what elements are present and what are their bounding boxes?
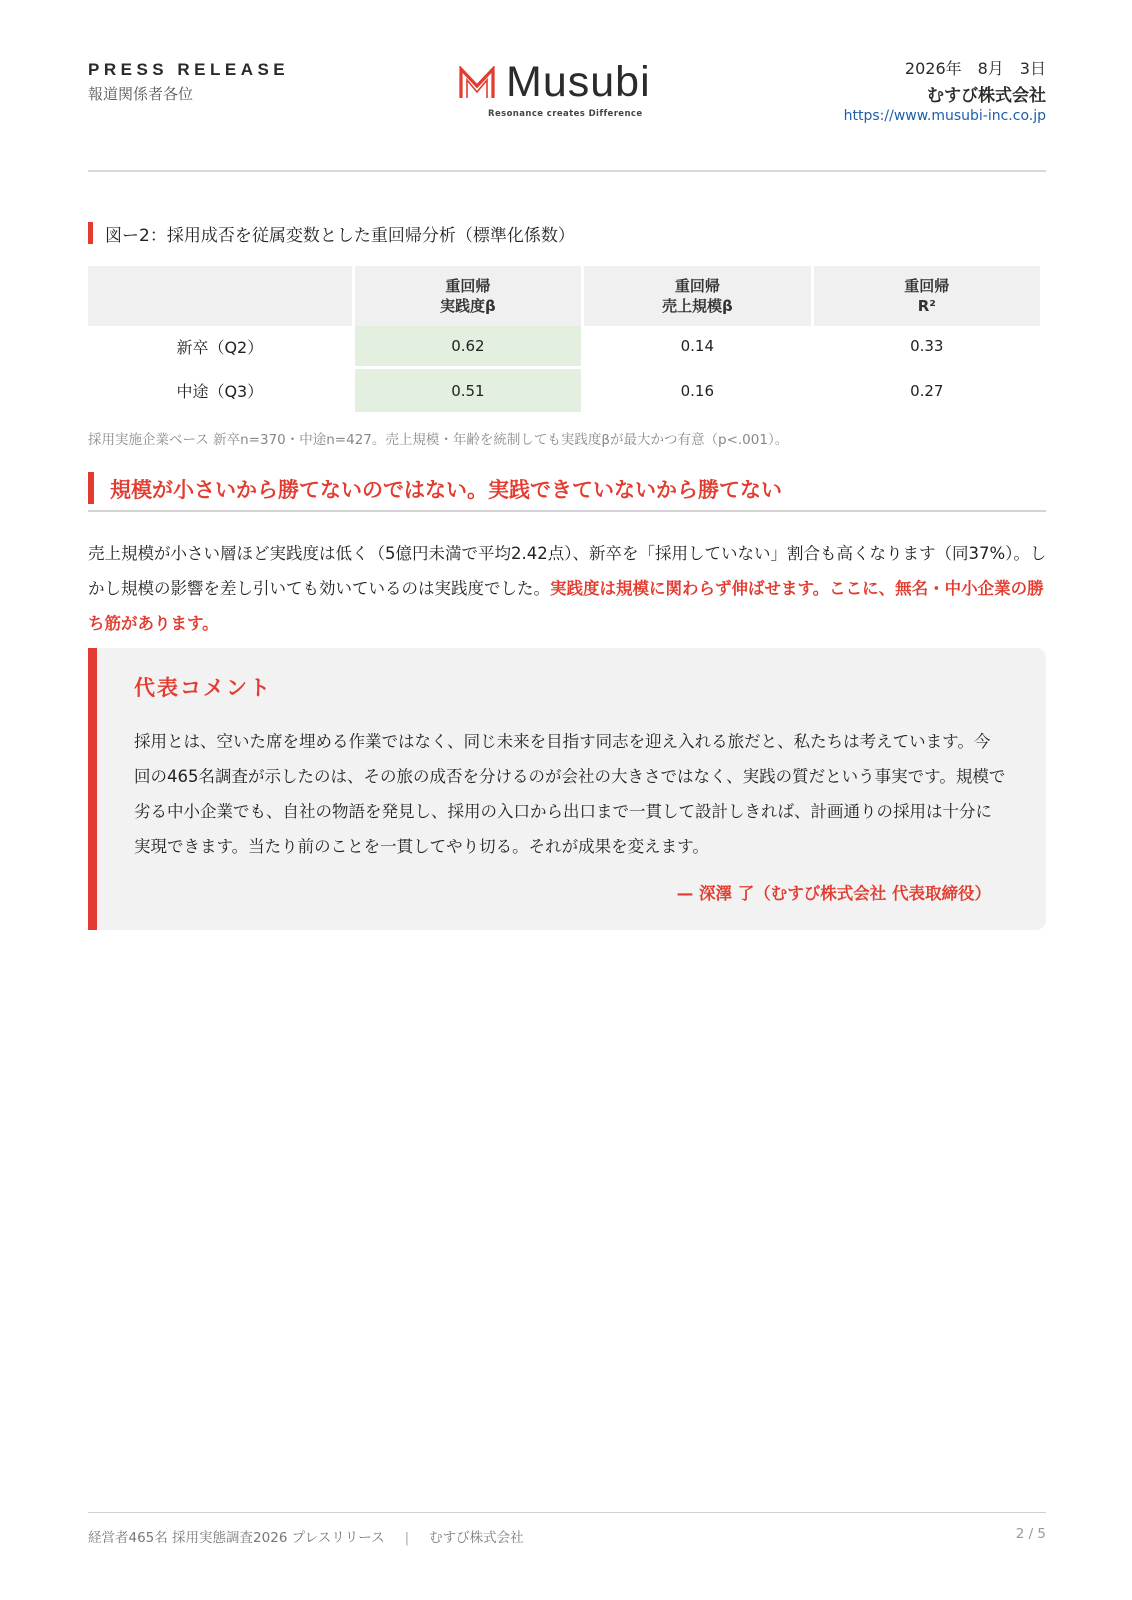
footer-separator: | (404, 1530, 410, 1546)
comment-signature: — 深澤 了（むすび株式会社 代表取締役） (676, 884, 991, 903)
paragraph-plain-text: 売上規模が小さい層ほど実践度は低く（5億円未満で平均2.42点）、新卒を「採用していない」割合も高くなります（同37%）。しかし規模の影響を差し引いても効いているのは実践度でした。 (88, 544, 1047, 598)
row-label-new-grad: 新卒（Q2） (88, 326, 352, 369)
paragraph-emphasis-text: 実践度は規模に関わらず伸ばせます。ここに、無名・中小企業の勝ち筋があります。 (88, 579, 1044, 633)
company-name: むすび株式会社 (927, 86, 1046, 106)
section-heading-text: 規模が小さいから勝てないのではない。実践できていないから勝てない (110, 478, 782, 502)
table-cell: 0.62 (355, 326, 581, 369)
table-header-row (88, 266, 1040, 326)
logo-wordmark: Musubi (506, 58, 651, 106)
table-cell: 0.33 (814, 326, 1040, 369)
page-number: 2 / 5 (1015, 1526, 1046, 1542)
section-heading-marker (88, 472, 94, 504)
table-corner-cell (88, 266, 352, 326)
figure-title-marker (88, 222, 93, 244)
column-header-practice-beta: 重回帰 実践度β (355, 266, 581, 326)
release-date: 2026年 8月 3日 (904, 59, 1046, 78)
column-header-sales-beta: 重回帰 売上規模β (584, 266, 810, 326)
table-row (88, 369, 1040, 412)
figure-title-text: 図ー2：採用成否を従属変数とした重回帰分析（標準化係数） (105, 225, 575, 246)
comment-body: 採用とは、空いた席を埋める作業ではなく、同じ未来を目指す同志を迎え入れる旅だと、私たちは考えています。今回の465名調査が示したのは、その旅の成否を分けるのが会社の大きさではなく、実践の質だという事実です。規模で劣る中小企業でも、自社の物語を発見し、採用の入口から出口まで一貫して設計しきれば、計画通りの採用は十分に実現できます。当たり前のことを一貫してやり切る。それが成果を変えます。 (134, 732, 1006, 856)
figure-title (88, 220, 575, 246)
table-cell: 0.14 (584, 326, 810, 369)
logo-tagline: Resonance creates Difference (488, 109, 643, 119)
comment-title: 代表コメント (134, 676, 272, 700)
musubi-logo-icon (458, 66, 496, 100)
page-footer (88, 1526, 524, 1546)
table-cell: 0.27 (910, 381, 944, 400)
section-paragraph (88, 536, 1048, 641)
page-header (0, 0, 1132, 172)
company-url-link[interactable]: https://www.musubi-inc.co.jp (843, 108, 1046, 124)
footer-title: 経営者465名 採用実態調査2026 プレスリリース (88, 1530, 385, 1546)
regression-table (85, 266, 1043, 412)
comment-accent-bar (88, 648, 97, 930)
table-row (88, 326, 1040, 369)
press-release-label: PRESS RELEASE (88, 60, 290, 79)
company-logo (458, 58, 678, 124)
table-note: 採用実施企業ベース 新卒n=370・中途n=427。売上規模・年齢を統制しても実践度βが最大かつ有意（p<.001）。 (88, 432, 789, 448)
table-cell: 0.51 (355, 369, 581, 412)
row-label-mid-career: 中途（Q3） (176, 382, 264, 401)
footer-divider (88, 1512, 1046, 1513)
header-divider (88, 170, 1046, 172)
column-header-r-squared: 重回帰 R² (814, 266, 1040, 326)
ceo-comment-box (88, 648, 1046, 930)
audience-label: 報道関係者各位 (88, 85, 194, 103)
footer-company: むすび株式会社 (429, 1530, 524, 1546)
table-cell: 0.16 (680, 381, 715, 400)
section-heading (88, 470, 1046, 512)
